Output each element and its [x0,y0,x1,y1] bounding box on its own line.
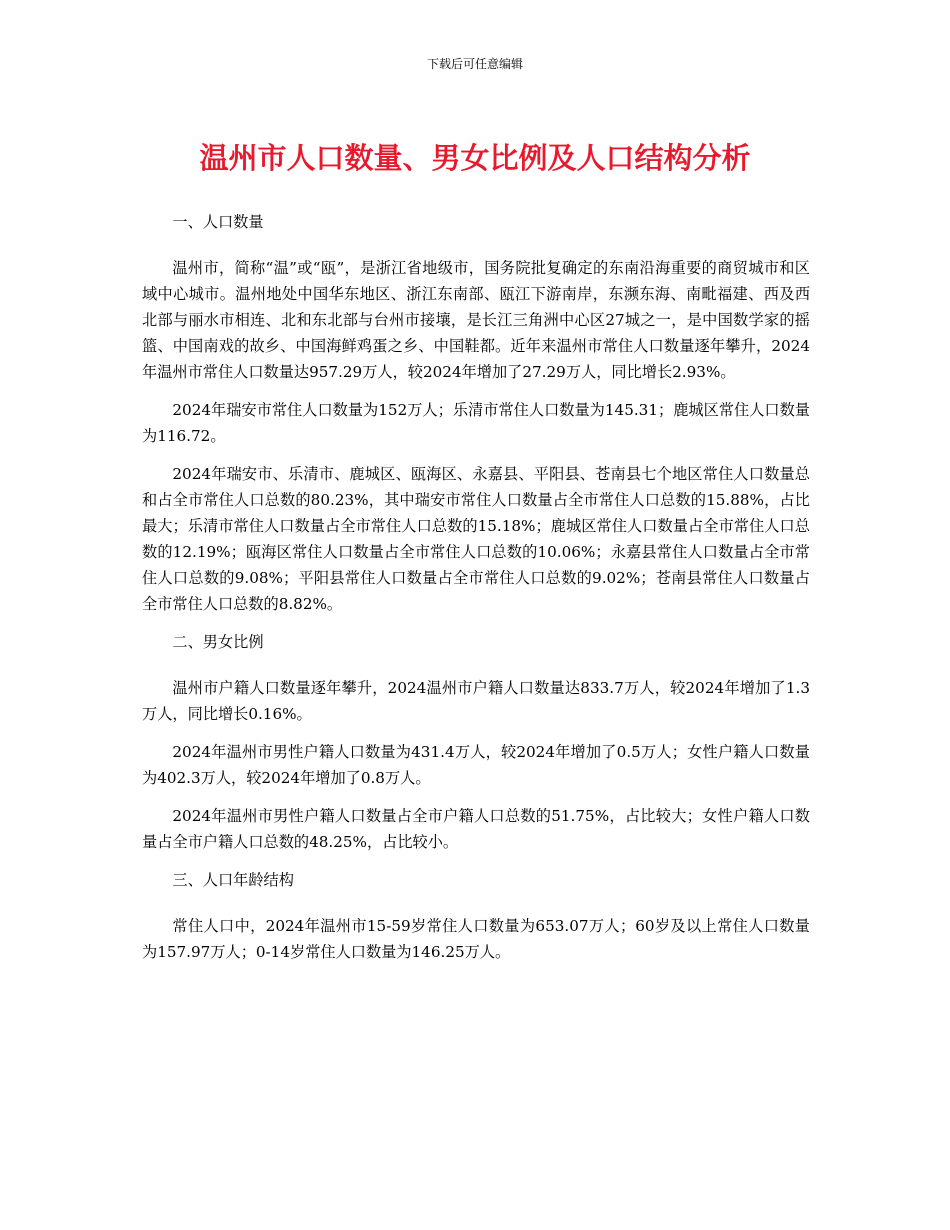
section-heading-gender-ratio: 二、男女比例 [172,633,264,651]
paragraph: 2024年瑞安市常住人口数量为152万人；乐清市常住人口数量为145.31；鹿城区常住人口数量为116.72。 [142,401,810,445]
paragraph: 温州市，简称“温”或“瓯”，是浙江省地级市，国务院批复确定的东南沿海重要的商贸城市和区域中心城市。温州地处中国华东地区、浙江东南部、瓯江下游南岸，东濒东海、南毗福建、西及西北部与丽水市相连、北和东北部与台州市接壤，是长江三角洲中心区27城之一，是中国数学家的摇篮、中国南戏的故乡、中国海鲜鸡蛋之乡、中国鞋都。近年来温州市常住人口数量逐年攀升，2024年温州市常住人口数量达957.29万人，较2024年增加了27.29万人，同比增长2.93%。 [142,259,810,381]
document-body [142,209,810,977]
page-header: 下载后可任意编辑 [426,57,523,71]
section-heading-population: 一、人口数量 [172,213,264,231]
paragraph: 常住人口中，2024年温州市15-59岁常住人口数量为653.07万人；60岁及以上常住人口数量为157.97万人；0-14岁常住人口数量为146.25万人。 [142,917,810,961]
paragraph: 2024年温州市男性户籍人口数量占全市户籍人口总数的51.75%，占比较大；女性户籍人口数量占全市户籍人口总数的48.25%，占比较小。 [142,807,810,851]
section-heading-age-structure: 三、人口年龄结构 [172,871,294,889]
paragraph: 2024年温州市男性户籍人口数量为431.4万人，较2024年增加了0.5万人；女性户籍人口数量为402.3万人，较2024年增加了0.8万人。 [142,743,810,787]
paragraph: 温州市户籍人口数量逐年攀升，2024温州市户籍人口数量达833.7万人，较2024年增加了1.3万人，同比增长0.16%。 [142,679,810,723]
paragraph: 2024年瑞安市、乐清市、鹿城区、瓯海区、永嘉县、平阳县、苍南县七个地区常住人口数量总和占全市常住人口总数的80.23%，其中瑞安市常住人口数量占全市常住人口总数的15.88%，占比最大；乐清市常住人口数量占全市常住人口总数的15.18%；鹿城区常住人口数量占全市常住人口总数的12.19%；瓯海区常住人口数量占全市常住人口总数的10.06%；永嘉县常住人口数量占全市常住人口总数的9.08%；平阳县常住人口数量占全市常住人口总数的9.02%；苍南县常住人口数量占全市常住人口总数的8.82%。 [142,465,810,613]
document-title: 温州市人口数量、男女比例及人口结构分析 [199,141,751,175]
